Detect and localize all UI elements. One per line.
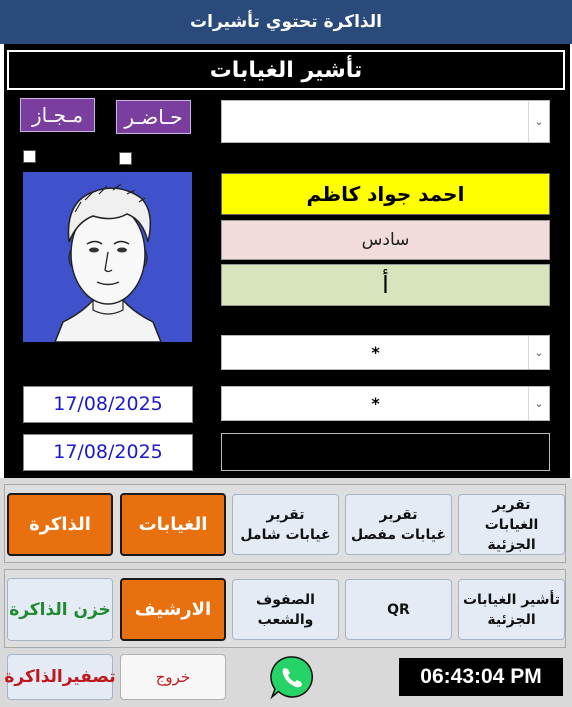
memory-button[interactable]: الذاكرة: [7, 493, 113, 556]
student-grade-field: سادس: [221, 220, 550, 260]
filter-dropdown-2[interactable]: [221, 386, 550, 421]
window-title: الذاكرة تحتوي تأشيرات: [0, 0, 572, 44]
majaz-checkbox[interactable]: [23, 150, 36, 163]
filter-dropdown-1-value: *: [371, 343, 380, 362]
student-section-field: أ: [221, 264, 550, 306]
top-dropdown[interactable]: [221, 100, 550, 143]
whatsapp-icon[interactable]: [269, 654, 315, 700]
reset-memory-button[interactable]: تصفيرالذاكرة: [7, 654, 113, 700]
chevron-down-icon[interactable]: ⌄: [528, 387, 549, 420]
filter-dropdown-2-value: *: [371, 394, 380, 413]
chevron-down-icon[interactable]: ⌄: [528, 101, 549, 142]
hadir-button[interactable]: حـاضـر: [116, 100, 191, 134]
chevron-down-icon[interactable]: ⌄: [528, 336, 549, 369]
majaz-button[interactable]: مـجـاز: [20, 98, 95, 132]
date-field-2[interactable]: 17/08/2025: [23, 434, 193, 471]
page-title: تأشير الغيابات: [7, 50, 565, 90]
report-detail-button[interactable]: تقرير غيابات مفصل: [345, 494, 452, 555]
visa-partial-button[interactable]: تأشير الغيابات الجزئية: [458, 579, 565, 640]
top-dropdown-value: [222, 101, 529, 142]
absences-button[interactable]: الغيابات: [120, 493, 226, 556]
clock: 06:43:04 PM: [399, 658, 563, 696]
report-full-button[interactable]: تقرير غيابات شامل: [232, 494, 339, 555]
hadir-checkbox[interactable]: [119, 152, 132, 165]
student-name-field: احمد جواد كاظم: [221, 173, 550, 215]
filter-dropdown-1[interactable]: [221, 335, 550, 370]
report-partial-button[interactable]: تقرير الغيابات الجزئية: [458, 494, 565, 555]
date-field-1[interactable]: 17/08/2025: [23, 386, 193, 423]
archive-button[interactable]: الارشيف: [120, 578, 226, 641]
classes-button[interactable]: الصفوف والشعب: [232, 579, 339, 640]
exit-button[interactable]: خروج: [120, 654, 226, 700]
qr-button[interactable]: QR: [345, 579, 452, 640]
store-memory-button[interactable]: خزن الذاكرة: [7, 578, 113, 641]
student-photo: [23, 172, 192, 342]
empty-field: [221, 433, 550, 471]
